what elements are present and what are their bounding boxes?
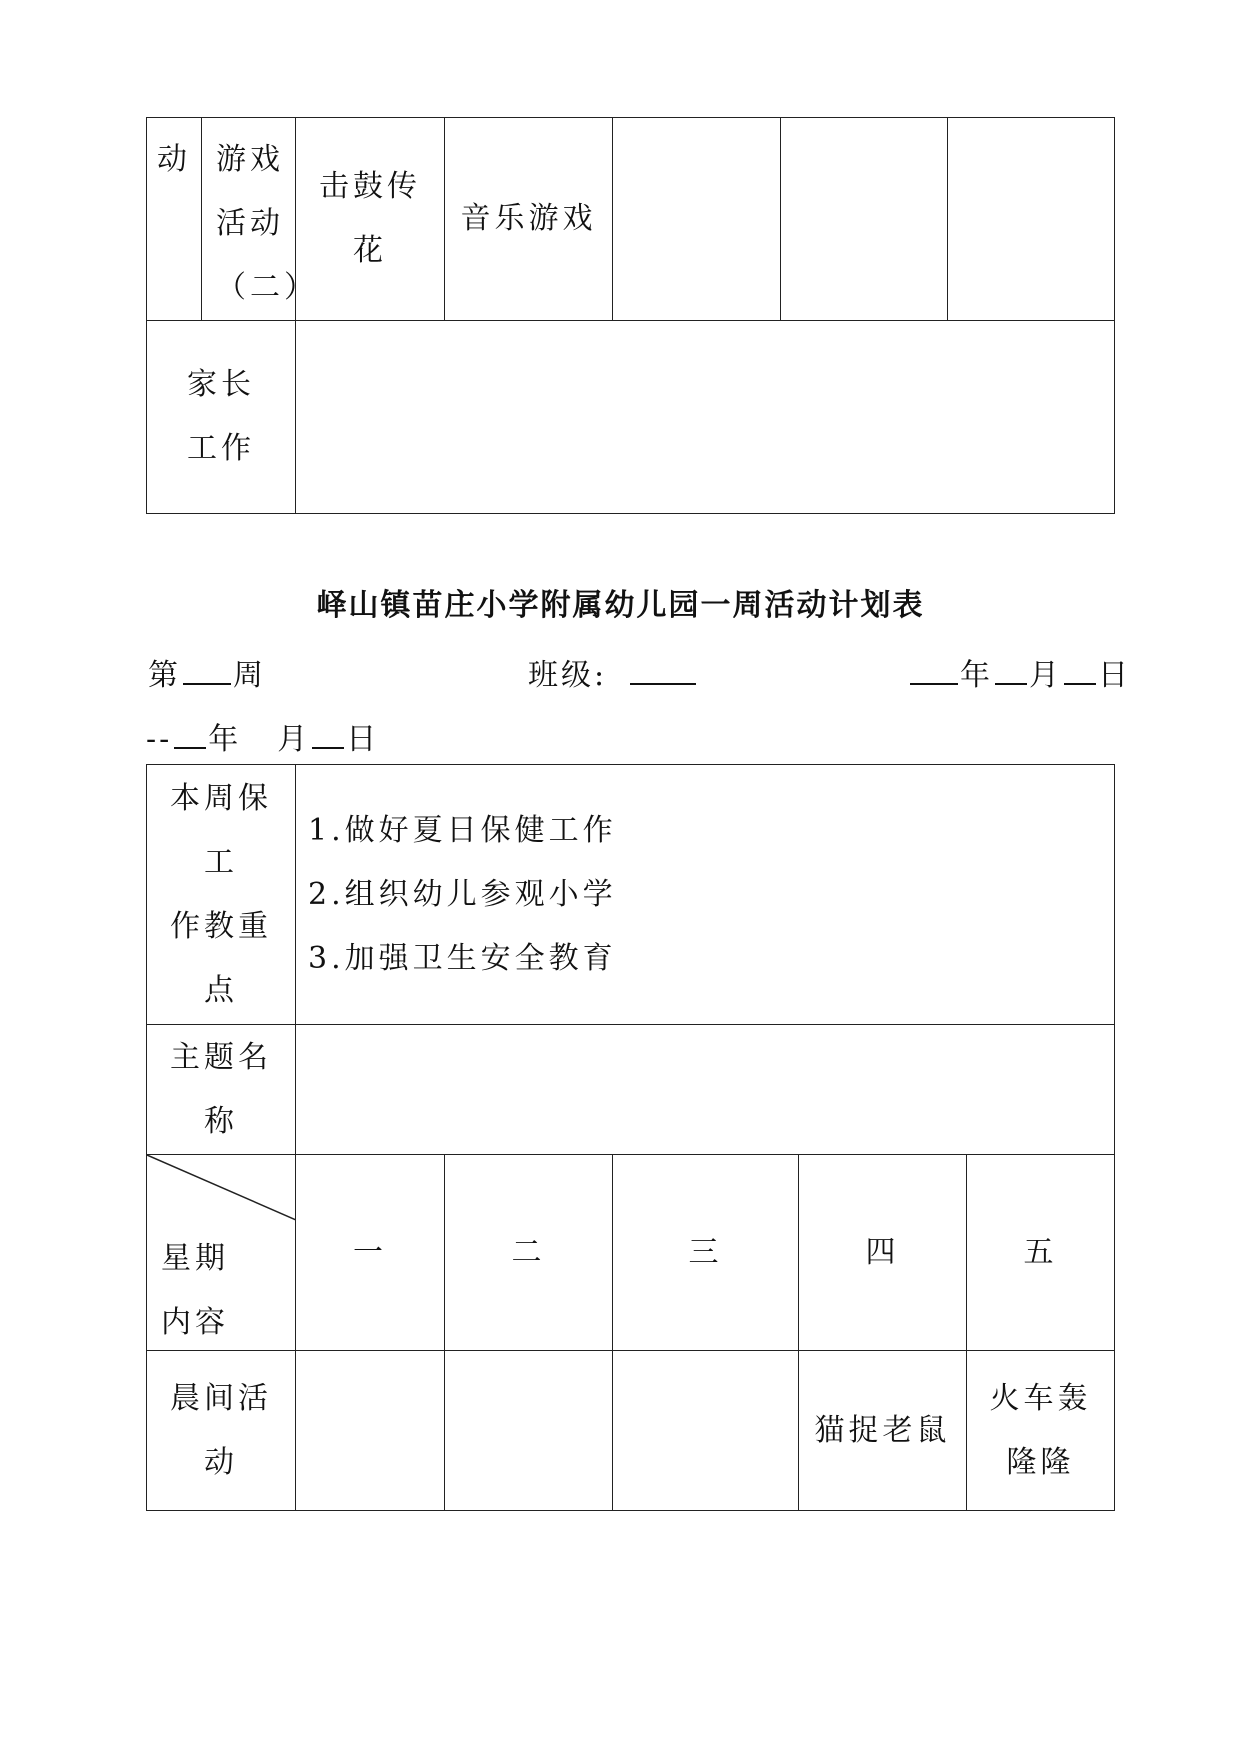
game-activity-label xyxy=(202,118,318,321)
game-day2-text: 音乐游戏 xyxy=(460,201,597,236)
day-label: 日 xyxy=(1098,658,1131,693)
end-year-blank[interactable] xyxy=(174,746,206,749)
parent-work-label xyxy=(147,321,296,514)
day-header-text: 五 xyxy=(1023,1234,1058,1270)
month-label: 月 xyxy=(1029,658,1062,693)
end-day-blank[interactable] xyxy=(312,746,344,749)
game-day4-cell xyxy=(781,118,948,321)
week-suffix: 周 xyxy=(233,658,266,693)
weekday-header-label: 星期 xyxy=(161,1241,229,1276)
week-prefix: 第 xyxy=(148,658,181,693)
focus-label-line: 点 xyxy=(204,972,238,1008)
activity-table-continued xyxy=(146,117,1115,514)
day-header-mon xyxy=(296,1155,445,1351)
morning-label-line: 动 xyxy=(204,1444,238,1480)
year-label: 年 xyxy=(208,722,242,757)
week-blank[interactable] xyxy=(183,682,231,685)
parent-work-content xyxy=(296,321,1115,514)
weekday-header-cell xyxy=(147,1155,296,1351)
focus-label-line: 本周保 xyxy=(170,780,272,816)
morning-wed-cell xyxy=(613,1351,799,1511)
day-header-text: 一 xyxy=(353,1234,387,1270)
game-day3-cell xyxy=(613,118,781,321)
row-label-continued xyxy=(147,118,202,321)
morning-fri-line: 隆隆 xyxy=(1006,1444,1075,1480)
year-label: 年 xyxy=(960,658,993,693)
game-day5-cell xyxy=(948,118,1115,321)
week-field xyxy=(148,650,266,694)
focus-item: 1.做好夏日保健工作 xyxy=(308,812,617,848)
focus-item: 3.加强卫生安全教育 xyxy=(308,940,617,976)
start-month-blank[interactable] xyxy=(995,682,1027,685)
start-year-blank[interactable] xyxy=(910,682,958,685)
range-dash: -- xyxy=(146,722,173,757)
morning-mon-cell xyxy=(296,1351,445,1511)
day-label: 日 xyxy=(346,722,380,757)
game-day2-cell xyxy=(445,118,613,321)
focus-content-cell xyxy=(296,765,1115,1025)
class-label: 班级: xyxy=(528,658,608,693)
day-header-thu xyxy=(799,1155,967,1351)
game-label-line: 活动 xyxy=(216,206,284,241)
start-day-blank[interactable] xyxy=(1064,682,1096,685)
focus-item: 2.组织幼儿参观小学 xyxy=(308,876,617,912)
month-label: 月 xyxy=(277,722,311,757)
game-label-line: 游戏 xyxy=(216,142,284,177)
morning-label-line: 晨间活 xyxy=(170,1380,272,1416)
morning-thu-cell xyxy=(799,1351,967,1511)
day-header-text: 二 xyxy=(511,1234,546,1270)
day-header-text: 三 xyxy=(688,1234,723,1270)
end-date-field xyxy=(146,714,379,758)
morning-fri-cell xyxy=(967,1351,1115,1511)
day-header-fri xyxy=(967,1155,1115,1351)
morning-label-cell xyxy=(147,1351,296,1511)
class-field xyxy=(528,650,698,694)
start-date-field xyxy=(908,650,1131,694)
day-header-wed xyxy=(613,1155,799,1351)
day-header-tue xyxy=(445,1155,613,1351)
class-blank[interactable] xyxy=(630,682,696,685)
morning-tue-cell xyxy=(445,1351,613,1511)
theme-content-cell xyxy=(296,1025,1115,1155)
theme-label-cell xyxy=(147,1025,296,1155)
game-day1-line: 击鼓传 xyxy=(319,169,421,204)
day-header-text: 四 xyxy=(865,1234,900,1270)
game-label-line: （二） xyxy=(216,270,318,305)
weekly-plan-table xyxy=(146,764,1115,1511)
focus-label-line: 作教重 xyxy=(170,908,272,944)
focus-label-cell xyxy=(147,765,296,1025)
parent-label-line: 工作 xyxy=(187,431,255,466)
theme-label-line: 称 xyxy=(204,1103,238,1139)
theme-label-line: 主题名 xyxy=(170,1039,272,1075)
morning-fri-line: 火车轰 xyxy=(989,1380,1092,1416)
content-header-label: 内容 xyxy=(161,1305,229,1340)
parent-label-line: 家长 xyxy=(187,367,255,402)
game-day1-cell xyxy=(296,118,445,321)
focus-label-line: 工 xyxy=(204,844,238,880)
game-day1-line: 花 xyxy=(353,233,387,268)
page-title: 峄山镇苗庄小学附属幼儿园一周活动计划表 xyxy=(316,588,925,623)
morning-thu-text: 猫捉老鼠 xyxy=(814,1412,951,1448)
row-label-text: 动 xyxy=(157,142,191,177)
